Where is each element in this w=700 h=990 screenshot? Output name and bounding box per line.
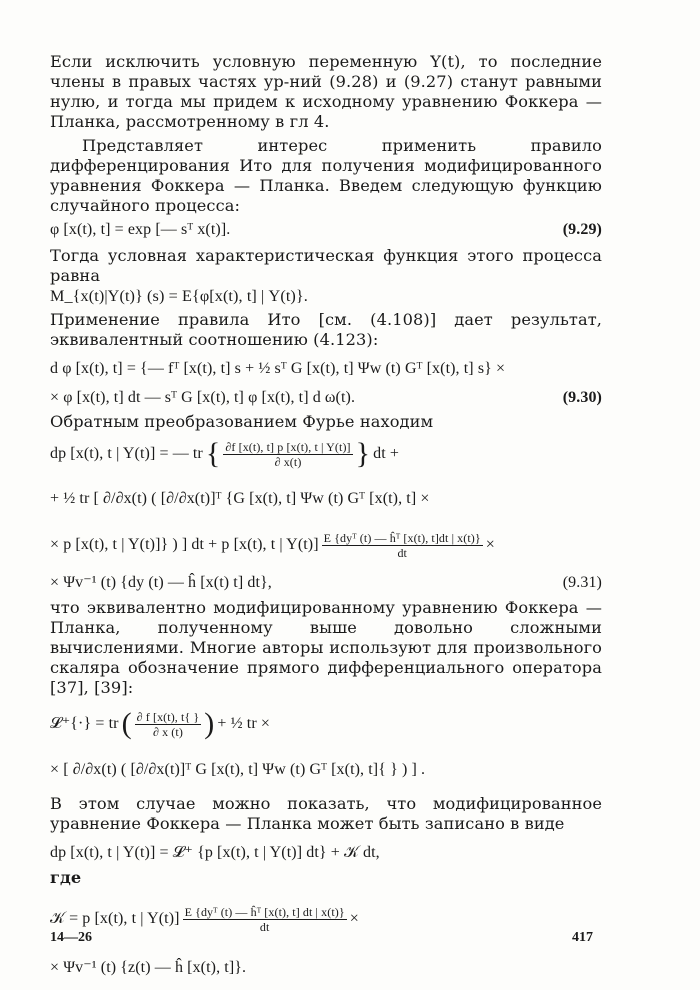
paragraph-8: где — [50, 868, 82, 887]
equation-9-29 — [50, 220, 602, 246]
operator-definition-lhs: 𝓛⁺{·} = tr — [50, 715, 119, 732]
paragraph-5: Обратным преобразованием Фурье находим — [50, 412, 434, 431]
operator-definition-line-2 — [50, 746, 602, 794]
page-body — [50, 52, 602, 986]
paragraph-2: Представляет интерес применить правило дифференцирования Ито для получения модифицированного уравнения Фоккера — Планка. Введем следующую функцию случайного процесса: — [50, 136, 602, 215]
fraction-numerator: ∂f [x(t), t] p [x(t), t | Y(t)] — [225, 439, 351, 454]
equation-9-31-line-4-body: × Ψv⁻¹ (t) {dy (t) — ĥ [x(t) t] dt}, — [50, 574, 272, 591]
equation-9-31-line-1-lhs: dp [x(t), t | Y(t)] = — tr — [50, 445, 203, 462]
equation-9-31-line-1: dp [x(t), t | Y(t)] = — tr { $\frac{\partial f [x(t), t] p [x(t), t | Y(t)]}{\partial x(t)}$ } dt + — [50, 437, 400, 470]
fraction-numerator: E {dyᵀ (t) — ĥᵀ [x(t), t] dt | x(t)} — [184, 904, 345, 919]
equation-9-30-line-2 — [50, 384, 602, 412]
k-term-rhs: × — [349, 910, 359, 927]
equation-9-31-line-2 — [50, 476, 602, 522]
fraction-denominator: dt — [397, 545, 407, 560]
fraction-numerator: ∂ f [x(t), t{ } — [136, 709, 200, 724]
modified-fokker-planck-body: dp [x(t), t | Y(t)] = 𝓛⁺ {p [x(t), t | Y(t)] dt} + 𝒦 dt, — [50, 844, 380, 861]
equation-9-31-line-3-rhs: × — [485, 536, 495, 553]
equation-9-31-line-3-lhs: × p [x(t), t | Y(t)]} ) ] dt + p [x(t), t | Y(t)] — [50, 536, 319, 553]
paragraph-6: что эквивалентно модифицированному уравнению Фоккера — Планка, полученному выше довольно сложными вычислениями. Многие авторы используют для произвольного скаляра обозначение прямого дифференциального оператора [37], [39]: — [50, 598, 602, 697]
equation-9-29-number: (9.29) — [562, 221, 602, 238]
fraction-numerator: E {dyᵀ (t) — ĥᵀ [x(t), t]dt | x(t)} — [323, 530, 481, 545]
k-term-line-2-body: × Ψv⁻¹ (t) {z(t) — ĥ [x(t), t]}. — [50, 959, 247, 976]
operator-definition-line-1: 𝓛⁺{·} = tr ( $\frac{\partial f [x(t), t\{ \}}{\partial x (t)}$ ) + ½ tr × — [50, 707, 270, 740]
operator-definition-fraction — [135, 710, 202, 739]
equation-9-30-number: (9.30) — [562, 389, 602, 406]
operator-definition-line-2-body: × [ ∂/∂x(t) ( [∂/∂x(t)]ᵀ G [x(t), t] Ψw (t) Gᵀ [x(t), t]{ } ) ] . — [50, 761, 426, 778]
equation-9-29-body: φ [x(t), t] = exp [— sᵀ x(t)]. — [50, 221, 231, 238]
k-term-lhs: 𝒦 = p [x(t), t | Y(t)] — [50, 910, 180, 927]
operator-definition-rhs: + ½ tr × — [217, 715, 270, 732]
equation-9-31-line-1-fraction — [223, 440, 352, 469]
paragraph-7: В этом случае можно показать, что модифицированное уравнение Фоккера — Планка может быть записано в виде — [50, 794, 602, 833]
modified-fokker-planck-equation — [50, 838, 602, 868]
equation-9-30-line-2-body: × φ [x(t), t] dt — sᵀ G [x(t), t] φ [x(t), t] d ω(t). — [50, 389, 356, 406]
paragraph-1: Если исключить условную переменную Y(t), то последние члены в правых частях ур-ний (9.28) и (9.27) станут равными нулю, и тогда мы придем к исходному уравнению Фоккера — Планка, рассмотренному в гл 4. — [50, 52, 602, 131]
k-term-line-2 — [50, 950, 602, 986]
paragraph-3: Тогда условная характеристическая функция этого процесса равна — [50, 246, 602, 285]
k-term-fraction — [183, 905, 347, 934]
page-number: 417 — [572, 930, 593, 945]
equation-9-30-line-1-body: d φ [x(t), t] = {— fᵀ [x(t), t] s + ½ sᵀ G [x(t), t] Ψw (t) Gᵀ [x(t), t] s} × — [50, 360, 506, 377]
equation-9-31-line-4 — [50, 568, 602, 598]
equation-9-31-line-3-fraction — [322, 531, 483, 560]
fraction-denominator: dt — [259, 919, 270, 934]
equation-9-31-line-2-body: + ½ tr [ ∂/∂x(t) ( [∂/∂x(t)]ᵀ {G [x(t), t] Ψw (t) Gᵀ [x(t), t] × — [50, 490, 430, 507]
fraction-denominator: ∂ x(t) — [274, 454, 302, 469]
fraction-denominator: ∂ x (t) — [152, 724, 183, 739]
equation-9-31-number: (9.31) — [562, 574, 602, 591]
conditional-char-function: M_{x(t)|Y(t)} (s) = E{φ[x(t), t] | Y(t)}. — [50, 287, 308, 305]
k-term-line-1 — [50, 894, 602, 944]
equation-9-31-line-3 — [50, 522, 602, 568]
equation-9-30-line-1 — [50, 354, 602, 384]
paragraph-4: Применение правила Ито [см. (4.108)] дает результат, эквивалентный соотношению (4.123): — [50, 310, 602, 349]
signature-mark: 14—26 — [50, 930, 92, 945]
equation-9-31-line-1-rhs: dt + — [373, 445, 400, 462]
